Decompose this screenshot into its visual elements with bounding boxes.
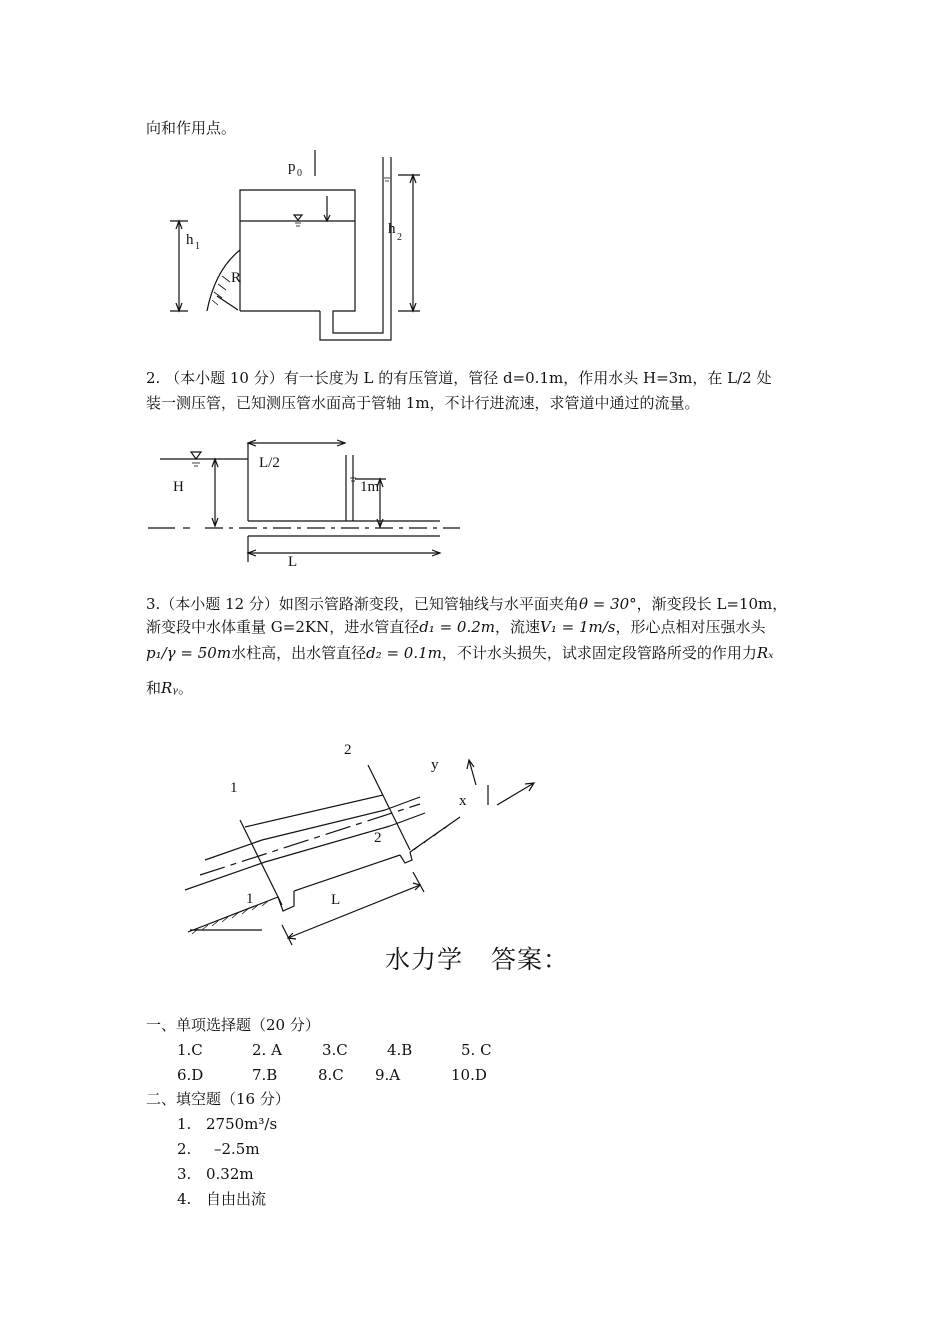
answers-title: 水力学 答案：: [385, 945, 570, 974]
fig2-h: H: [173, 479, 184, 495]
fig3-l: L: [331, 892, 341, 908]
q3-line3: p₁/γ = 50m水柱高，出水管直径d₂ = 0.1m，不计水头损失，试求固定段管路所受的作用力Rₓ: [146, 644, 774, 662]
choice-answer: 4.B: [387, 1041, 413, 1059]
q3-line2: 渐变段中水体重量 G=2KN，进水管直径d₁ = 0.2m，流速V₁ = 1m/s，形心点相对压强水头: [146, 618, 766, 636]
section-1-heading: 一、单项选择题（20 分）: [146, 1016, 320, 1034]
q3-line1: 3.（本小题 12 分）如图示管路渐变段，已知管轴线与水平面夹角θ = 30°，渐变段长 L=10m，: [146, 595, 788, 613]
q2-line2: 装一测压管，已知测压管水面高于管轴 1m，不计行进流速，求管道中通过的流量。: [146, 394, 700, 412]
fill-answer-number: 3.: [177, 1165, 192, 1183]
choice-answer: 8.C: [318, 1066, 344, 1084]
choice-answer: 2. A: [252, 1041, 282, 1059]
fill-answer-number: 1.: [177, 1115, 192, 1133]
fig3-section-2: 2: [344, 742, 352, 758]
fill-answer-value: –2.5m: [214, 1140, 260, 1158]
fig1-p0: p: [288, 159, 296, 175]
fig3-section-1: 1: [230, 780, 238, 796]
fill-answer-value: 2750m³/s: [206, 1115, 278, 1133]
fill-answer-value: 0.32m: [206, 1165, 254, 1183]
fig2-l-half: L/2: [259, 455, 280, 471]
fig2-l: L: [288, 554, 298, 570]
fig3-x-axis: x: [459, 793, 467, 809]
fill-answer-value: 自由出流: [206, 1190, 267, 1208]
fig3-section-2b: 2: [374, 830, 382, 846]
choice-answer: 1.C: [177, 1041, 203, 1059]
choice-answer: 10.D: [451, 1066, 487, 1084]
fig1-h1-sub: 1: [195, 241, 200, 252]
q2-line1: 2. （本小题 10 分）有一长度为 L 的有压管道，管径 d=0.1m，作用水头 H=3m，在 L/2 处: [146, 369, 772, 387]
fig3-y-axis: y: [431, 757, 439, 773]
fig1-h1: h: [186, 232, 194, 248]
fig1-h2: h: [388, 221, 396, 237]
q3-line4: 和Rᵧ。: [146, 679, 193, 697]
choice-answer: 5. C: [461, 1041, 492, 1059]
fig2-one-m: 1m: [360, 479, 380, 495]
choice-answer: 6.D: [177, 1066, 204, 1084]
fig3-section-1b: 1: [246, 891, 254, 907]
choice-answer: 3.C: [322, 1041, 348, 1059]
fill-answer-number: 2.: [177, 1140, 192, 1158]
fig1-r: R: [231, 270, 242, 286]
fill-answer-number: 4.: [177, 1190, 192, 1208]
choice-answer: 9.A: [375, 1066, 401, 1084]
choice-answer: 7.B: [252, 1066, 278, 1084]
fig1-p0-sub: 0: [297, 168, 302, 179]
intro-line: 向和作用点。: [146, 119, 237, 137]
section-2-heading: 二、填空题（16 分）: [146, 1090, 290, 1108]
fig1-h2-sub: 2: [397, 232, 402, 243]
